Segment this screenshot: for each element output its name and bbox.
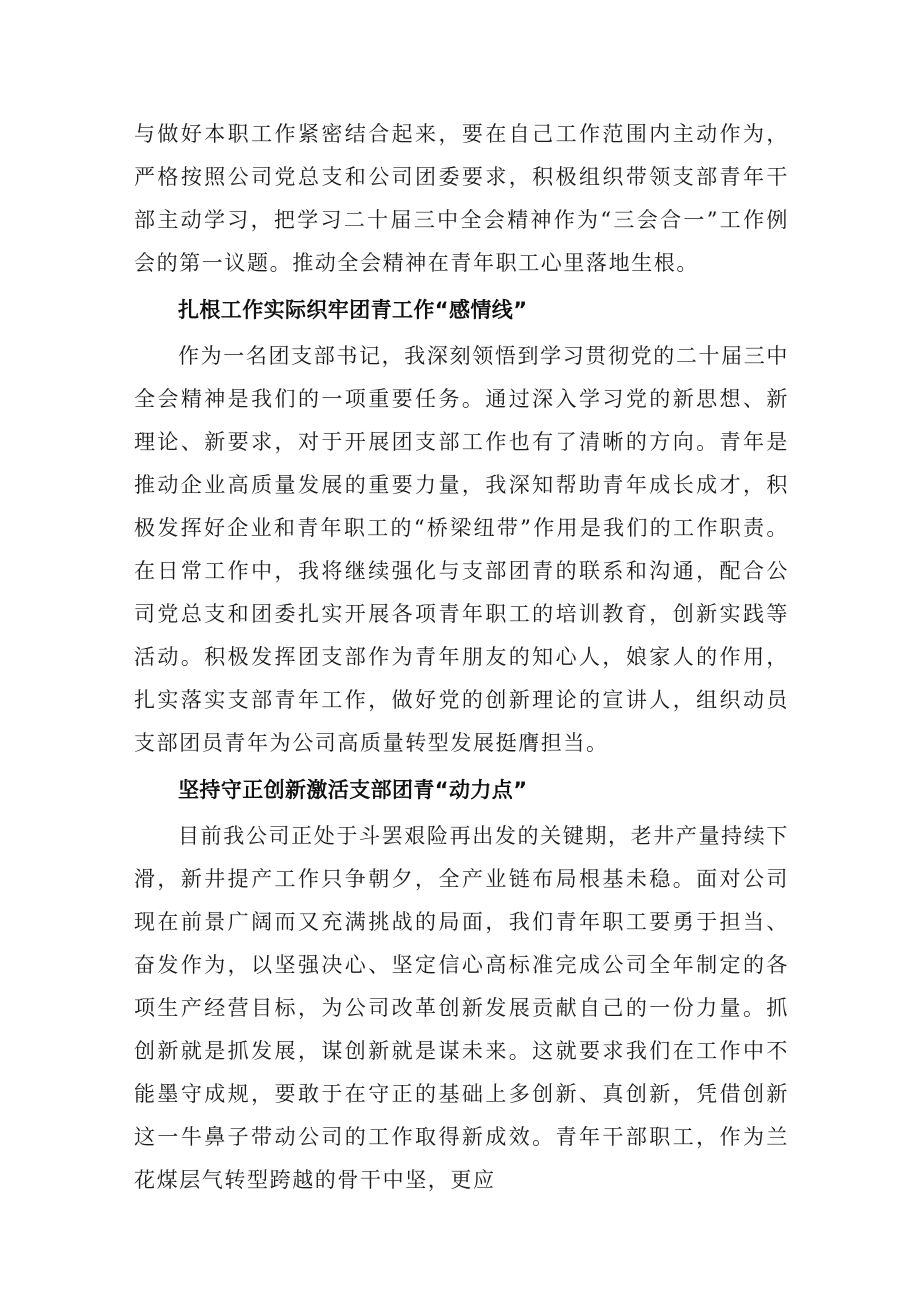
document-body — [134, 113, 789, 1202]
body-paragraph-2: 作为一名团支部书记，我深刻领悟到学习贯彻党的二十届三中全会精神是我们的一项重要任务。通过深入学习党的新思想、新理论、新要求，对于开展团支部工作也有了清晰的方向。青年是推动企业高质量发展的重要力量，我深知帮助青年成长成才，积极发挥好企业和青年职工的“桥梁纽带”作用是我们的工作职责。在日常工作中，我将继续强化与支部团青的联系和沟通，配合公司党总支和团委扎实开展各项青年职工的培训教育，创新实践等活动。积极发挥团支部作为青年朋友的知心人，娘家人的作用，扎实落实支部青年工作，做好党的创新理论的宣讲人，组织动员支部团员青年为公司高质量转型发展挺膺担当。 — [134, 344, 789, 755]
body-paragraph-1: 与做好本职工作紧密结合起来，要在自己工作范围内主动作为，严格按照公司党总支和公司团委要求，积极组织带领支部青年干部主动学习，把学习二十届三中全会精神作为“三会合一”工作例会的第一议题。推动全会精神在青年职工心里落地生根。 — [134, 122, 789, 275]
section-heading-power-point: 坚持守正创新激活支部团青“动力点” — [178, 778, 528, 802]
section-heading-emotion-line: 扎根工作实际织牢团青工作“感情线” — [178, 298, 528, 322]
body-paragraph-3: 目前我公司正处于斗罢艰险再出发的关键期，老井产量持续下滑，新井提产工作只争朝夕，全产业链布局根基未稳。面对公司现在前景广阔而又充满挑战的局面，我们青年职工要勇于担当、奋发作为，以坚强决心、坚定信心高标准完成公司全年制定的各项生产经营目标，为公司改革创新发展贡献自己的一份力量。抓创新就是抓发展，谋创新就是谋未来。这就要求我们在工作中不能墨守成规，要敢于在守正的基础上多创新、真创新，凭借创新这一牛鼻子带动公司的工作取得新成效。青年干部职工，作为兰花煤层气转型跨越的骨干中坚，更应 — [134, 824, 789, 1192]
